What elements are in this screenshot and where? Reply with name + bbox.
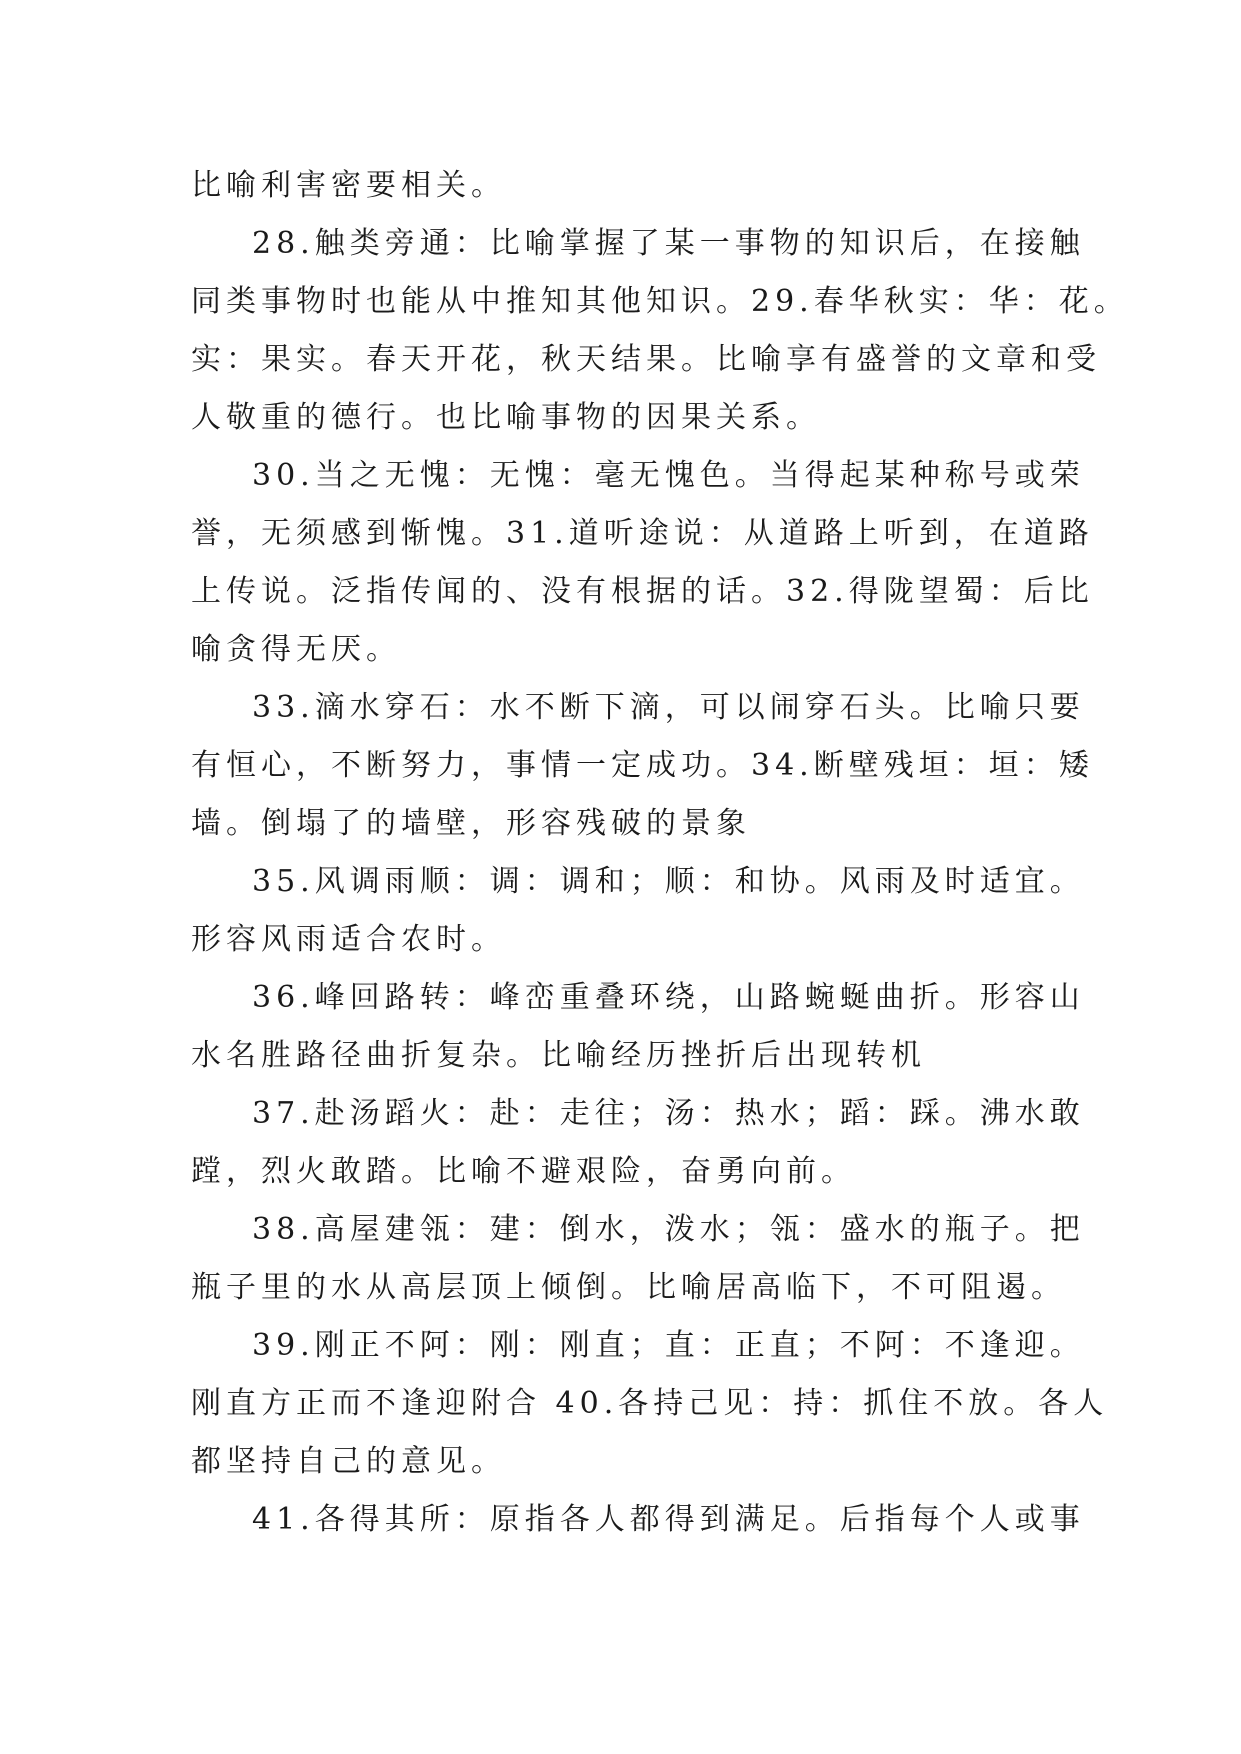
- text-line: 刚直方正而不逢迎附合 40.各持己见：持：抓住不放。各人: [191, 1386, 1109, 1421]
- text-line: 33.滴水穿石：水不断下滴，可以闹穿石头。比喻只要: [252, 690, 1085, 725]
- text-line: 35.风调雨顺：调：调和；顺：和协。风雨及时适宜。: [252, 864, 1085, 899]
- text-line: 墙。倒塌了的墙壁，形容残破的景象: [191, 806, 751, 841]
- text-line: 都坚持自己的意见。: [191, 1444, 506, 1479]
- text-line: 同类事物时也能从中推知其他知识。29.春华秋实：华：花。: [191, 284, 1129, 319]
- text-line: 41.各得其所：原指各人都得到满足。后指每个人或事: [252, 1502, 1085, 1537]
- text-line: 实：果实。春天开花，秋天结果。比喻享有盛誉的文章和受: [191, 342, 1101, 377]
- text-line: 人敬重的德行。也比喻事物的因果关系。: [191, 400, 821, 435]
- text-line: 水名胜路径曲折复杂。比喻经历挫折后出现转机: [191, 1038, 926, 1073]
- text-line: 喻贪得无厌。: [191, 632, 401, 667]
- text-line: 上传说。泛指传闻的、没有根据的话。32.得陇望蜀：后比: [191, 574, 1094, 609]
- text-line: 誉，无须感到惭愧。31.道听途说：从道路上听到，在道路: [191, 516, 1094, 551]
- text-line: 瓶子里的水从高层顶上倾倒。比喻居高临下，不可阻遏。: [191, 1270, 1066, 1305]
- text-line: 30.当之无愧：无愧：毫无愧色。当得起某种称号或荣: [252, 458, 1085, 493]
- text-line: 比喻利害密要相关。: [191, 168, 506, 203]
- text-line: 有恒心，不断努力，事情一定成功。34.断壁残垣：垣：矮: [191, 748, 1094, 783]
- text-line: 39.刚正不阿：刚：刚直；直：正直；不阿：不逢迎。: [252, 1328, 1085, 1363]
- text-line: 形容风雨适合农时。: [191, 922, 506, 957]
- text-line: 38.高屋建瓴：建：倒水，泼水；瓴：盛水的瓶子。把: [252, 1212, 1085, 1247]
- text-line: 28.触类旁通：比喻掌握了某一事物的知识后，在接触: [252, 226, 1085, 261]
- text-line: 37.赴汤蹈火：赴：走往；汤：热水；蹈：踩。沸水敢: [252, 1096, 1085, 1131]
- text-line: 36.峰回路转：峰峦重叠环绕，山路蜿蜒曲折。形容山: [252, 980, 1085, 1015]
- text-line: 蹚，烈火敢踏。比喻不避艰险，奋勇向前。: [191, 1154, 856, 1189]
